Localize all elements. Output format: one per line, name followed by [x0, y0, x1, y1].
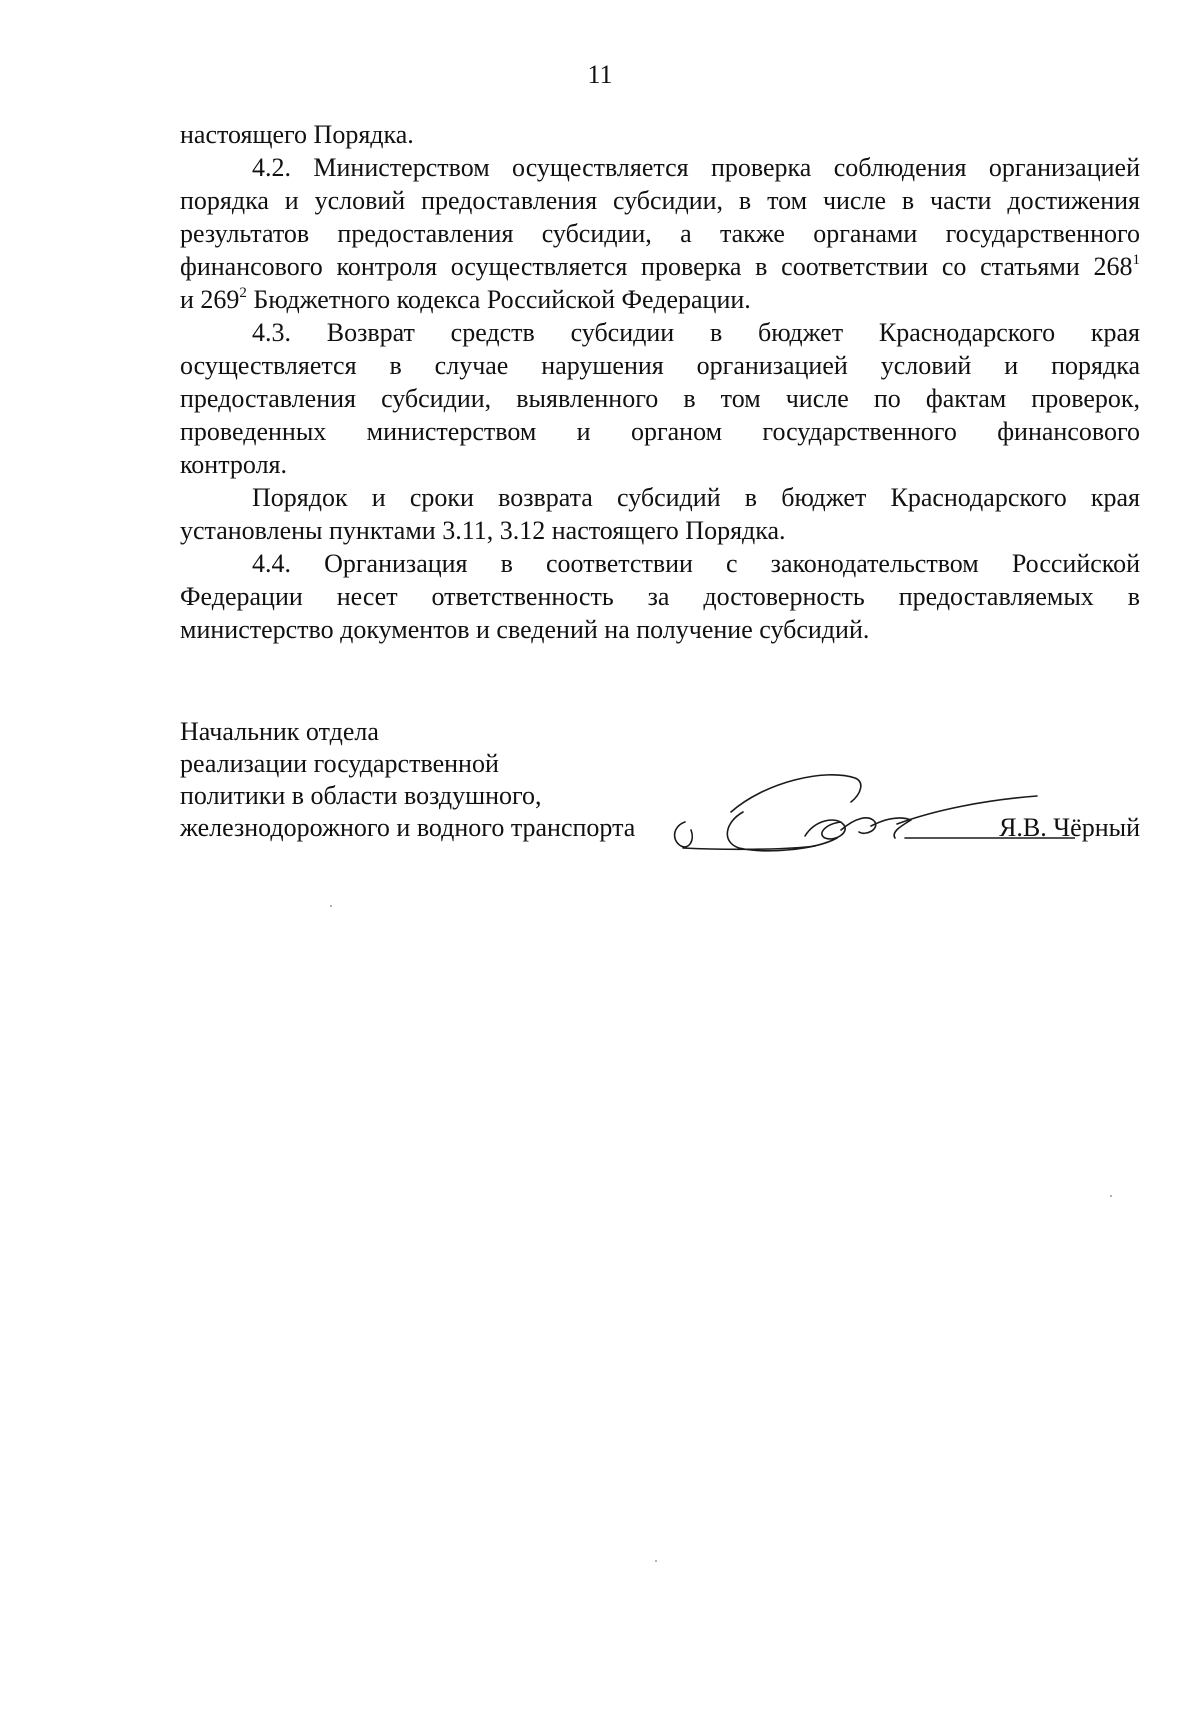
text-line: установлены пунктами 3.11, 3.12 настоящего Порядка. — [180, 516, 786, 545]
text-segment: финансового контроля осуществляется проверка в соответствии со статьями 268 — [180, 252, 1133, 281]
signer-name: Я.В. Чёрный — [999, 813, 1140, 842]
text-line-with-superscript — [180, 250, 1140, 283]
text-line: 4.2. Министерством осуществляется проверка соблюдения организацией — [252, 153, 1140, 182]
text-line: осуществляется в случае нарушения организацией условий и порядка — [180, 351, 1140, 380]
text-line: настоящего Порядка. — [180, 120, 414, 149]
text-line: 4.4. Организация в соответствии с законодательством Российской — [252, 549, 1140, 578]
page-number: 11 — [587, 60, 613, 89]
paragraph-return-order — [180, 481, 1140, 547]
signature-stroke — [805, 820, 845, 839]
text-line: министерство документов и сведений на получение субсидий. — [180, 615, 870, 644]
signer-title-line: реализации государственной — [180, 749, 499, 778]
signature-block — [180, 716, 1140, 844]
signature-stroke — [727, 812, 837, 851]
text-line: контроля. — [180, 450, 287, 479]
text-segment: Бюджетного кодекса Российской Федерации. — [246, 285, 751, 314]
text-line: 4.3. Возврат средств субсидии в бюджет Краснодарского края — [252, 318, 1140, 347]
scan-speck — [655, 1560, 657, 1562]
document-body — [180, 118, 1140, 646]
text-line-with-superscript — [180, 283, 1140, 316]
superscript: 2 — [239, 285, 247, 301]
paragraph-4-4 — [180, 547, 1140, 646]
signer-title-line: политики в области воздушного, — [180, 781, 542, 810]
text-line: предоставления субсидии, выявленного в том числе по фактам проверок, — [180, 384, 1140, 413]
paragraph-4-2 — [180, 151, 1140, 316]
scan-speck — [330, 905, 332, 907]
text-line: порядка и условий предоставления субсидии, в том числе в части достижения — [180, 186, 1140, 215]
paragraph-4-3 — [180, 316, 1140, 481]
paragraph-continuation — [180, 118, 1140, 151]
text-line: проведенных министерством и органом государственного финансового — [180, 417, 1140, 446]
signature-stroke — [675, 822, 693, 847]
superscript: 1 — [1132, 252, 1140, 268]
signer-title-line: железнодорожного и водного транспорта — [180, 813, 636, 842]
text-line: Федерации несет ответственность за достоверность предоставляемых в — [180, 582, 1140, 611]
signature-stroke — [731, 775, 861, 812]
text-segment: и 269 — [180, 285, 240, 314]
scan-speck — [1110, 1195, 1112, 1197]
signer-title-line: Начальник отдела — [180, 717, 379, 746]
text-line: результатов предоставления субсидии, а также органами государственного — [180, 219, 1140, 248]
text-line: Порядок и сроки возврата субсидий в бюджет Краснодарского края — [252, 483, 1140, 512]
